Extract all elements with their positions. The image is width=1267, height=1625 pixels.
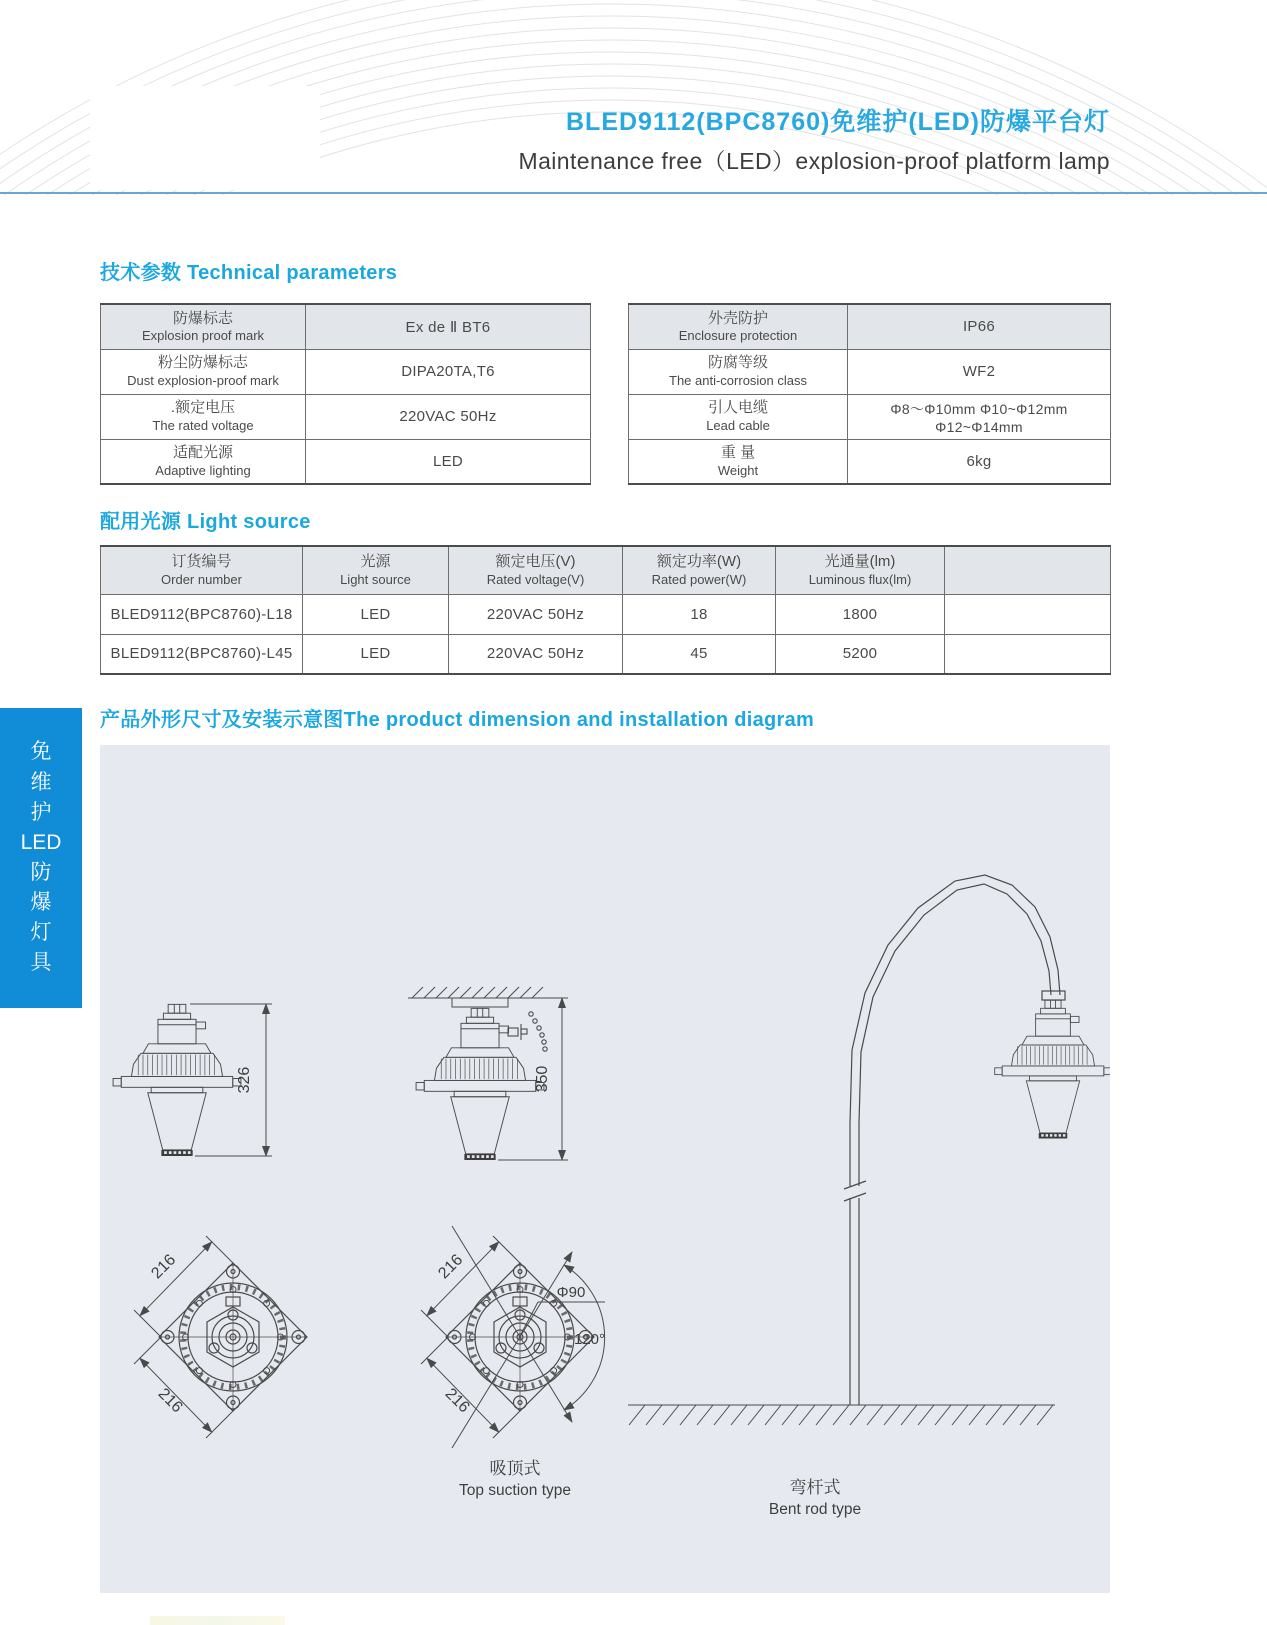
caption-bent-rod-cn: 弯杆式 [789,1478,841,1497]
section-title-technical-parameters: 技术参数 Technical parameters [100,262,398,284]
param-value: 6kg [848,439,1111,484]
table-row [101,394,591,439]
drawing-side-view-hanging [113,1004,272,1156]
dim-label-beam-angle: 120° [574,1331,606,1348]
sidebar-char: 灯 [30,921,52,945]
drawing-bent-rod [628,875,1110,1425]
table-row [629,304,1111,349]
title-block [519,102,1110,176]
sidebar-char: LED [20,830,62,854]
param-value: WF2 [848,349,1111,394]
table-row [101,439,591,484]
table-row [629,349,1111,394]
page-title-cn: BLED9112(BPC8760)免维护(LED)防爆平台灯 [566,108,1110,136]
param-label: 粉尘防爆标志 Dust explosion-proof mark [101,349,306,394]
sidebar-char: 防 [30,861,52,884]
table-row [101,634,1111,674]
cell-luminous-flux: 5200 [776,634,945,674]
dim-label-326: 326 [236,1066,253,1094]
param-value: IP66 [848,304,1111,349]
table-row [101,304,591,349]
sidebar-char: 维 [30,770,52,794]
caption-top-suction-en: Top suction type [458,1482,572,1499]
cell-light-source: LED [303,634,449,674]
dim-label-hole-diameter: Φ90 [556,1284,586,1301]
section-title-dimension-diagram: 产品外形尺寸及安装示意图The product dimension and installation diagram [100,709,815,731]
param-label: 适配光源 Adaptive lighting [101,439,306,484]
sidebar-category-tab [0,708,82,1008]
dim-label-216: 216 [435,1251,467,1283]
caption-bent-rod-en: Bent rod type [768,1501,862,1518]
param-value: DIPA20TA,T6 [306,349,591,394]
sidebar-char: 爆 [30,891,52,915]
param-value: Φ8～Φ10mm Φ10~Φ12mm Φ12~Φ14mm [848,394,1111,439]
drawing-side-view-ceiling [408,987,568,1160]
dimension-diagram [100,745,1110,1593]
column-header: 额定功率(W) Rated power(W) [623,546,776,594]
chain-and-gland [508,1012,547,1051]
page-title-en: Maintenance free（LED）explosion-proof platform lamp [518,148,1110,174]
drawing-bottom-view-2 [421,1226,605,1448]
param-label: 防腐等级 The anti-corrosion class [629,349,848,394]
caption-top-suction-cn: 吸顶式 [489,1459,541,1478]
param-value: 220VAC 50Hz [306,394,591,439]
column-header [945,546,1111,594]
sidebar-char: 具 [30,951,52,975]
section-title-light-source: 配用光源 Light source [100,511,311,533]
cell-extra [945,594,1111,634]
param-label: 重 量 Weight [629,439,848,484]
column-header: 光通量(lm) Luminous flux(lm) [776,546,945,594]
diagram-panel [100,745,1110,1593]
cell-order-number: BLED9112(BPC8760)-L18 [101,594,303,634]
dim-label-216: 216 [154,1385,186,1417]
param-value: Ex de Ⅱ BT6 [306,304,591,349]
technical-parameters-table-right [628,303,1111,485]
param-value: LED [306,439,591,484]
header-rule [0,192,1267,194]
cell-rated-voltage: 220VAC 50Hz [449,594,623,634]
cell-order-number: BLED9112(BPC8760)-L45 [101,634,303,674]
dim-label-216: 216 [148,1251,180,1283]
column-header: 订货编号 Order number [101,546,303,594]
cell-rated-voltage: 220VAC 50Hz [449,634,623,674]
table-row [101,349,591,394]
param-label: .额定电压 The rated voltage [101,394,306,439]
table-row [629,439,1111,484]
light-source-table [100,545,1111,675]
table-row [629,394,1111,439]
table-header-row [101,546,1111,594]
param-label: 外壳防护 Enclosure protection [629,304,848,349]
table-row [101,594,1111,634]
param-label: 防爆标志 Explosion proof mark [101,304,306,349]
cell-rated-power: 18 [623,594,776,634]
dim-label-350: 350 [534,1065,551,1093]
bent-pole [844,875,1065,1405]
cell-extra [945,634,1111,674]
param-label: 引人电缆 Lead cable [629,394,848,439]
cell-rated-power: 45 [623,634,776,674]
sidebar-char: 免 [30,740,52,764]
cell-light-source: LED [303,594,449,634]
column-header: 光源 Light source [303,546,449,594]
technical-parameters-table-left [100,303,591,485]
page-header [0,0,1267,195]
sidebar-char: 护 [30,800,52,824]
column-header: 额定电压(V) Rated voltage(V) [449,546,623,594]
cell-luminous-flux: 1800 [776,594,945,634]
footer-partial-logo [150,1616,285,1625]
dim-label-216: 216 [441,1385,473,1417]
logo-box [90,86,320,190]
drawing-bottom-view-1 [134,1236,307,1438]
